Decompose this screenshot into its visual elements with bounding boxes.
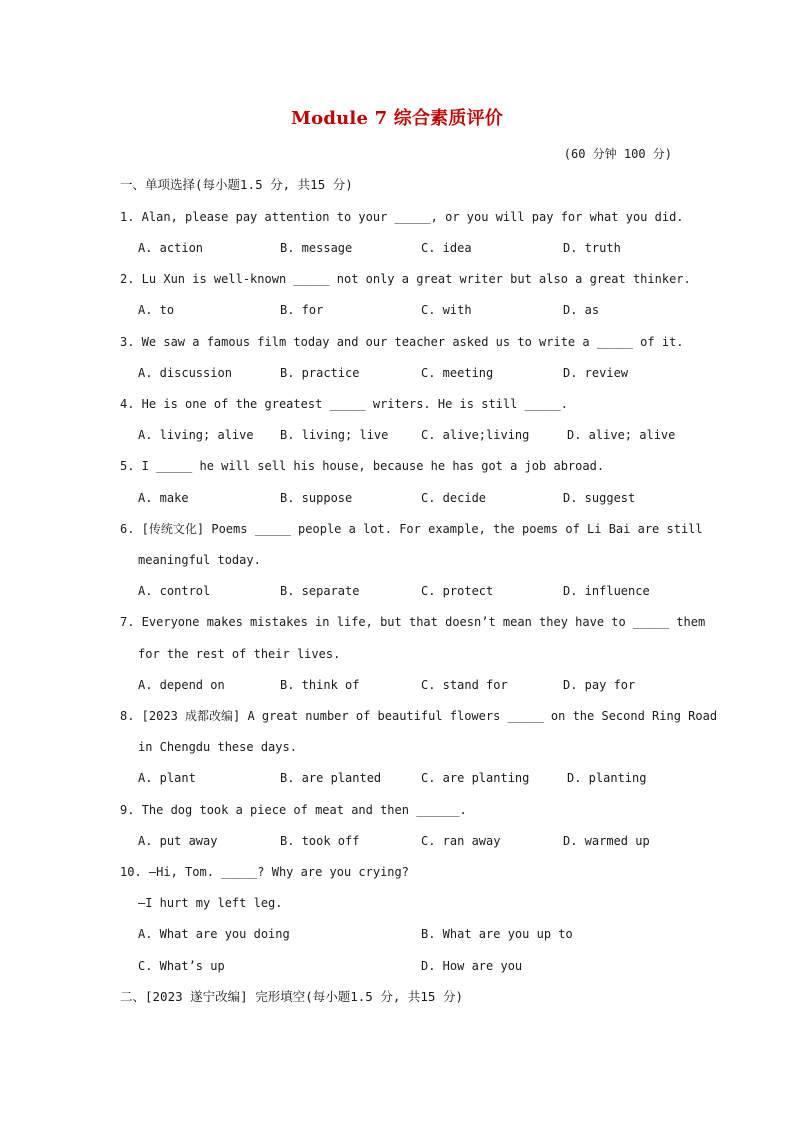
q9-option-d: D. warmed up [563,834,650,848]
q2-option-a: A. to [138,303,175,317]
q7-option-d: D. pay for [563,678,636,692]
question-8-continued: in Chengdu these days. [138,740,297,754]
q4-option-c: C. alive;living [421,428,530,442]
q10-option-d: D. How are you [421,959,523,973]
q1-option-c: C. idea [421,241,472,255]
q1-option-a: A. action [138,241,204,255]
question-7-continued: for the rest of their lives. [138,647,341,661]
question-6-continued: meaningful today. [138,553,261,567]
q1-option-b: B. message [280,241,353,255]
section-heading-1: 一、单项选择(每小题1.5 分, 共15 分) [120,177,353,192]
q7-option-b: B. think of [280,678,360,692]
q5-option-c: C. decide [421,491,487,505]
question-3: 3. We saw a famous film today and our teacher asked us to write a _____ of it. [120,335,684,349]
q1-option-d: D. truth [563,241,621,255]
q5-option-b: B. suppose [280,491,353,505]
q7-option-c: C. stand for [421,678,508,692]
q2-option-b: B. for [280,303,324,317]
q4-option-a: A. living; alive [138,428,254,442]
q6-option-b: B. separate [280,584,360,598]
q8-option-c: C. are planting [421,771,530,785]
q9-option-a: A. put away [138,834,218,848]
q6-option-a: A. control [138,584,211,598]
time-and-score: (60 分钟 100 分) [563,147,672,161]
q8-option-a: A. plant [138,771,196,785]
question-8: 8. [2023 成都改编] A great number of beautiful flowers _____ on the Second Ring Road [120,709,718,723]
q3-option-d: D. review [563,366,629,380]
question-9: 9. The dog took a piece of meat and then ______. [120,803,467,817]
question-1: 1. Alan, please pay attention to your _____, or you will pay for what you did. [120,210,684,224]
q10-option-a: A. What are you doing [138,927,290,941]
q5-option-d: D. suggest [563,491,636,505]
q10-option-b: B. What are you up to [421,927,573,941]
q8-option-d: D. planting [567,771,647,785]
q2-option-c: C. with [421,303,472,317]
question-10: 10. —Hi, Tom. _____? Why are you crying? [120,865,409,879]
q9-option-b: B. took off [280,834,360,848]
question-6: 6. [传统文化] Poems _____ people a lot. For example, the poems of Li Bai are still [120,522,703,536]
question-4: 4. He is one of the greatest _____ writers. He is still _____. [120,397,568,411]
q6-option-d: D. influence [563,584,650,598]
q7-option-a: A. depend on [138,678,225,692]
q3-option-b: B. practice [280,366,360,380]
q4-option-d: D. alive; alive [567,428,676,442]
q6-option-c: C. protect [421,584,494,598]
section-heading-2: 二、[2023 遂宁改编] 完形填空(每小题1.5 分, 共15 分) [120,989,463,1004]
q4-option-b: B. living; live [280,428,389,442]
q2-option-d: D. as [563,303,600,317]
q9-option-c: C. ran away [421,834,501,848]
question-5: 5. I _____ he will sell his house, because he has got a job abroad. [120,459,605,473]
question-2: 2. Lu Xun is well-known _____ not only a great writer but also a great thinker. [120,272,691,286]
q3-option-c: C. meeting [421,366,494,380]
q8-option-b: B. are planted [280,771,382,785]
page-title: Module 7 综合素质评价 [291,108,503,129]
q3-option-a: A. discussion [138,366,232,380]
question-10-reply: —I hurt my left leg. [138,896,283,910]
q10-option-c: C. What’s up [138,959,225,973]
q5-option-a: A. make [138,491,189,505]
question-7: 7. Everyone makes mistakes in life, but that doesn’t mean they have to _____ them [120,615,706,629]
